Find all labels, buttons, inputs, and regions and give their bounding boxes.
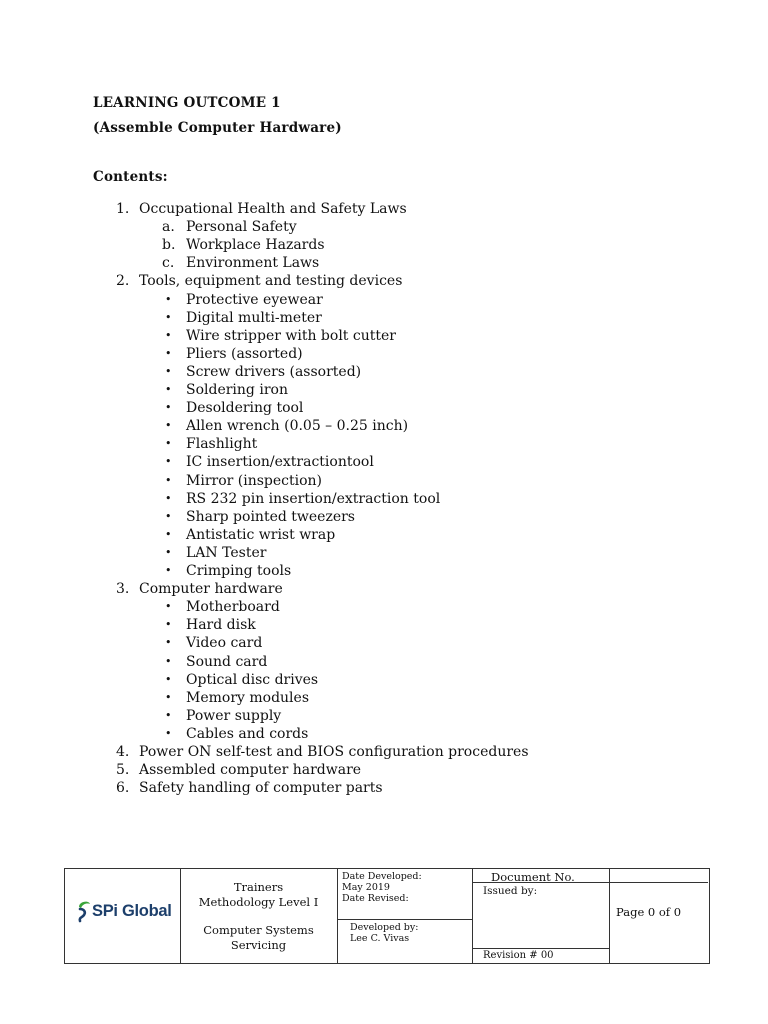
bullet-icon: • xyxy=(165,672,172,686)
contents-subitem-label: Sharp pointed tweezers xyxy=(186,508,355,525)
bullet-icon: • xyxy=(165,509,172,523)
contents-subitem-label: Soldering iron xyxy=(186,382,288,398)
learning-outcome-subtitle: (Assemble Computer Hardware) xyxy=(93,120,342,136)
contents-subitem-label: Environment Laws xyxy=(186,255,320,272)
bullet-icon: • xyxy=(165,726,172,740)
contents-item-number: 4. xyxy=(116,744,130,760)
issued-by-label: Issued by: xyxy=(483,885,538,897)
bullet-icon: • xyxy=(165,364,172,378)
bullet-icon: • xyxy=(165,545,172,559)
contents-subitem-label: Cables and cords xyxy=(186,725,309,742)
logo-text: SPi Global xyxy=(92,901,172,920)
date-developed-value: May 2019 xyxy=(342,882,390,893)
bullet-icon: • xyxy=(165,346,172,360)
contents-subitem-label: Mirror (inspection) xyxy=(186,472,323,489)
contents-subitem-label: Flashlight xyxy=(186,436,258,453)
contents-item-label: Power ON self-test and BIOS configuration procedures xyxy=(139,744,529,760)
module-name-line2: Servicing xyxy=(230,938,287,952)
contents-item-number: 5. xyxy=(116,762,130,779)
bullet-icon: • xyxy=(165,419,172,433)
contents-subitem-label: Sound card xyxy=(186,653,268,670)
contents-item-number: 2. xyxy=(116,273,130,290)
contents-item-label: Assembled computer hardware xyxy=(139,762,362,779)
spi-global-logo xyxy=(77,899,172,923)
subitem-letter: c. xyxy=(162,255,175,272)
subitem-letter: b. xyxy=(162,237,176,254)
course-name-line1: Trainers xyxy=(233,880,284,894)
module-name-line1: Computer Systems xyxy=(203,923,314,937)
contents-subitem-label: Crimping tools xyxy=(186,563,292,579)
learning-outcome-title: LEARNING OUTCOME 1 xyxy=(93,95,281,111)
date-revised-label: Date Revised: xyxy=(342,893,409,904)
contents-item-label: Computer hardware xyxy=(139,581,283,598)
contents-item-label: Safety handling of computer parts xyxy=(139,780,383,797)
contents-subitem-label: Antistatic wrist wrap xyxy=(186,526,336,543)
document-number-label: Document No. xyxy=(491,870,575,884)
contents-subitem-label: Optical disc drives xyxy=(186,671,319,688)
bullet-icon: • xyxy=(165,654,172,668)
bullet-icon: • xyxy=(165,437,172,451)
contents-subitem-label: Power supply xyxy=(186,707,282,724)
revision-label: Revision # 00 xyxy=(483,950,554,961)
bullet-icon: • xyxy=(165,473,172,487)
contents-item-label: Tools, equipment and testing devices xyxy=(139,273,403,290)
document-footer-table xyxy=(64,868,710,964)
bullet-icon: • xyxy=(165,527,172,541)
contents-subitem-label: Wire stripper with bolt cutter xyxy=(186,327,396,344)
developed-by-label: Developed by: xyxy=(350,922,419,933)
bullet-icon: • xyxy=(165,708,172,722)
course-name-line2: Methodology Level I xyxy=(198,895,319,909)
bullet-icon: • xyxy=(165,636,172,650)
bullet-icon: • xyxy=(165,618,172,632)
bullet-icon: • xyxy=(165,383,172,396)
contents-item-number: 1. xyxy=(116,201,130,217)
bullet-icon: • xyxy=(165,491,172,505)
contents-subitem-label: LAN Tester xyxy=(186,544,267,561)
contents-subitem-label: IC insertion/extractiontool xyxy=(186,454,374,471)
contents-subitem-label: Video card xyxy=(186,635,263,652)
contents-subitem-label: Screw drivers (assorted) xyxy=(186,363,362,380)
contents-subitem-label: Workplace Hazards xyxy=(186,237,325,254)
bullet-icon: • xyxy=(165,401,172,415)
contents-subitem-label: Hard disk xyxy=(186,617,256,634)
contents-item-number: 6. xyxy=(116,780,130,797)
contents-subitem-label: Motherboard xyxy=(186,599,280,616)
bullet-icon: • xyxy=(165,690,172,704)
contents-subitem-label: Allen wrench (0.05 – 0.25 inch) xyxy=(186,418,409,435)
spi-global-logo-mark xyxy=(77,899,91,923)
bullet-icon: • xyxy=(165,600,172,614)
contents-subitem-label: Pliers (assorted) xyxy=(186,345,303,362)
contents-subitem-label: Digital multi-meter xyxy=(186,309,322,326)
bullet-icon: • xyxy=(165,455,172,469)
contents-subitem-label: Memory modules xyxy=(186,689,310,706)
bullet-icon: • xyxy=(165,328,172,342)
developed-by-value: Lee C. Vivas xyxy=(350,933,410,944)
bullet-icon: • xyxy=(165,292,172,306)
contents-subitem-label: Protective eyewear xyxy=(186,291,323,308)
contents-heading: Contents: xyxy=(93,169,168,185)
contents-subitem-label: RS 232 pin insertion/extraction tool xyxy=(186,490,441,507)
contents-subitem-label: Personal Safety xyxy=(186,219,297,236)
bullet-icon: • xyxy=(165,564,172,577)
contents-item-label: Occupational Health and Safety Laws xyxy=(139,201,407,217)
date-developed-label: Date Developed: xyxy=(342,871,422,882)
bullet-icon: • xyxy=(165,310,172,324)
subitem-letter: a. xyxy=(162,219,175,236)
contents-subitem-label: Desoldering tool xyxy=(186,400,304,417)
page-number: Page 0 of 0 xyxy=(616,905,682,919)
contents-item-number: 3. xyxy=(116,581,130,598)
